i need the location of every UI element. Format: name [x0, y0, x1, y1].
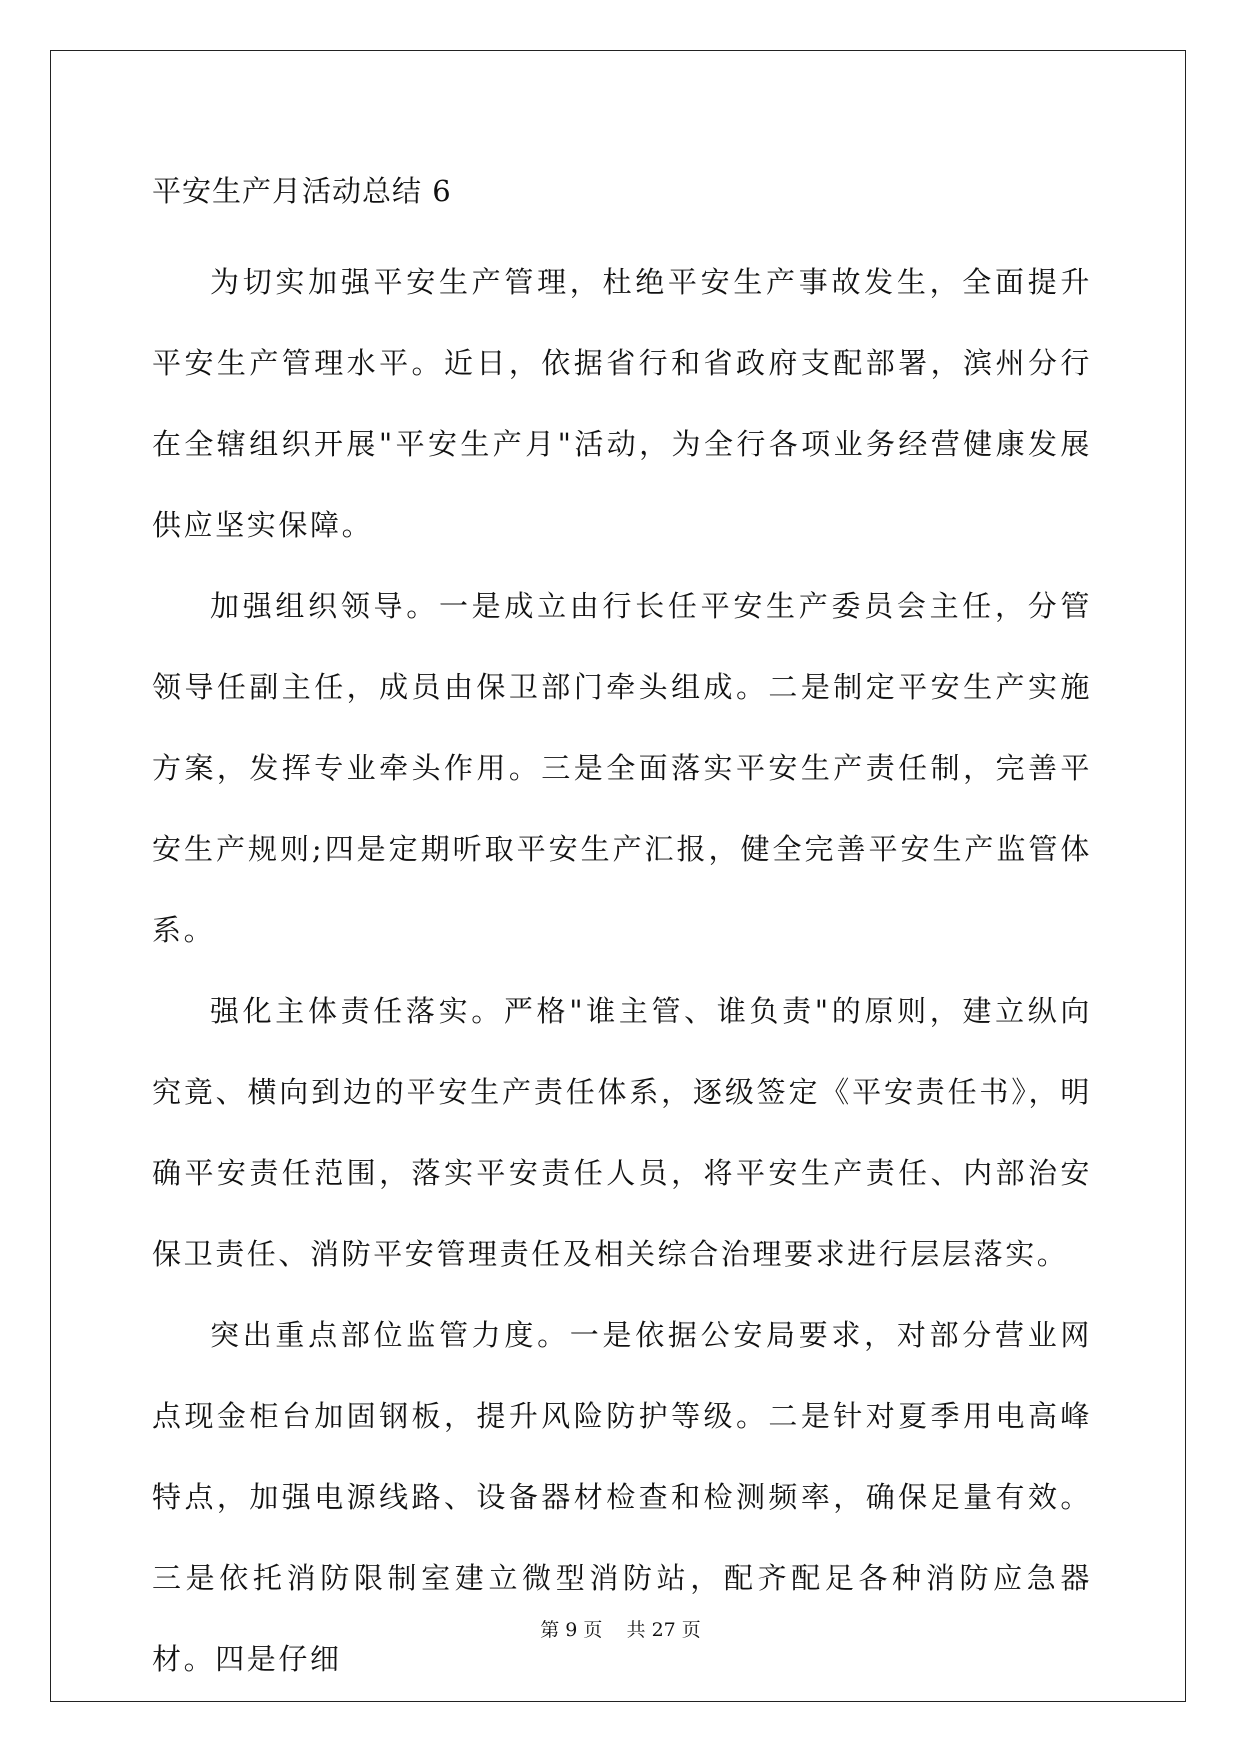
- page-number-footer: 第 9 页 共 27 页: [540, 1619, 701, 1641]
- document-body: [152, 160, 1092, 1700]
- paragraph-2: 加强组织领导。一是成立由行长任平安生产委员会主任，分管领导任副主任，成员由保卫部门牵头组成。二是制定平安生产实施方案，发挥专业牵头作用。三是全面落实平安生产责任制，完善平安生产规则;四是定期听取平安生产汇报，健全完善平安生产监管体系。: [152, 589, 1092, 947]
- paragraph-1: 为切实加强平安生产管理，杜绝平安生产事故发生，全面提升平安生产管理水平。近日，依据省行和省政府支配部署，滨州分行在全辖组织开展"平安生产月"活动，为全行各项业务经营健康发展供应坚实保障。: [152, 265, 1092, 542]
- paragraph-3: 强化主体责任落实。严格"谁主管、谁负责"的原则，建立纵向究竟、横向到边的平安生产责任体系，逐级签定《平安责任书》，明确平安责任范围，落实平安责任人员，将平安生产责任、内部治安保卫责任、消防平安管理责任及相关综合治理要求进行层层落实。: [152, 994, 1092, 1271]
- paragraph-4: 突出重点部位监管力度。一是依据公安局要求，对部分营业网点现金柜台加固钢板，提升风险防护等级。二是针对夏季用电高峰特点，加强电源线路、设备器材检查和检测频率，确保足量有效。三是依托消防限制室建立微型消防站，配齐配足各种消防应急器材。四是仔细: [152, 1318, 1092, 1676]
- document-title: 平安生产月活动总结 6: [152, 174, 452, 208]
